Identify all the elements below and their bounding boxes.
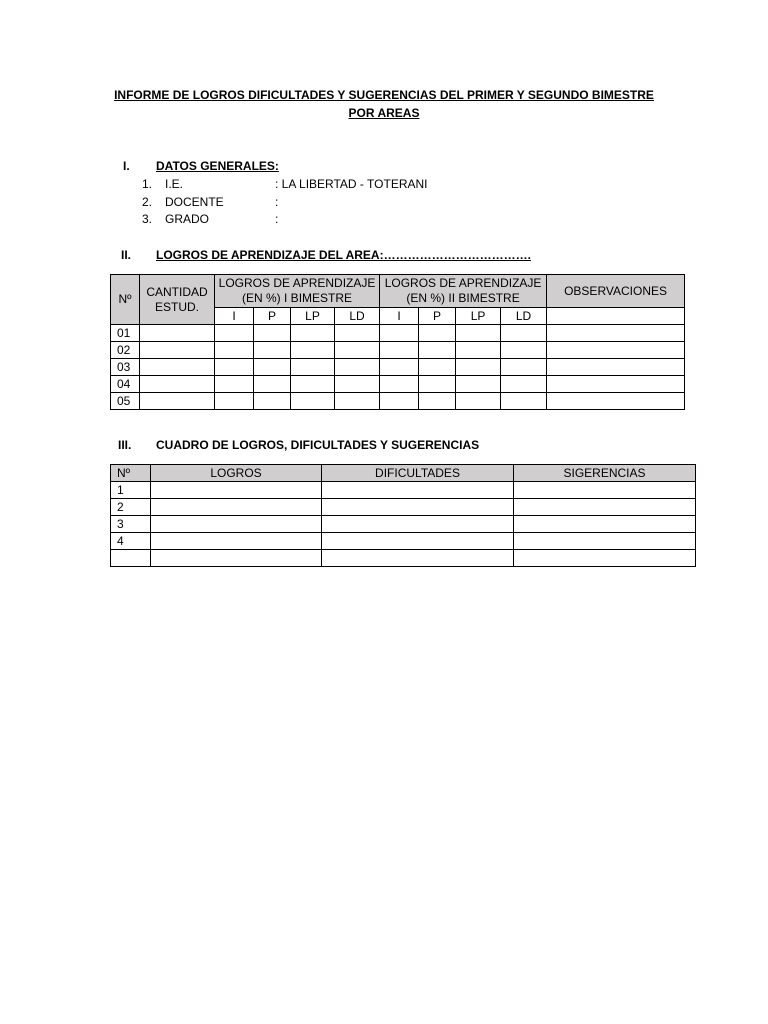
row-number: 05: [111, 393, 140, 410]
table-cell[interactable]: [151, 533, 322, 550]
table-cell[interactable]: [322, 550, 514, 567]
table-cell[interactable]: [140, 342, 215, 359]
table-cell[interactable]: [514, 533, 696, 550]
subheader-i: I: [380, 308, 419, 325]
table-row: [111, 376, 685, 393]
table-cell[interactable]: [380, 325, 419, 342]
header-dificultades: DIFICULTADES: [322, 465, 514, 482]
table-row: [111, 516, 696, 533]
table-cell[interactable]: [215, 376, 254, 393]
table-cell[interactable]: [335, 393, 380, 410]
header-bimestre-2: LOGROS DE APRENDIZAJE (EN %) II BIMESTRE: [380, 275, 547, 308]
table-cell[interactable]: [380, 393, 419, 410]
section2-title-dots: ……………………………….: [383, 248, 531, 262]
table-cell[interactable]: [215, 325, 254, 342]
table-cell[interactable]: [456, 325, 501, 342]
info-item-number: 1.: [142, 177, 153, 191]
table-cell[interactable]: [514, 516, 696, 533]
table-row: [111, 550, 696, 567]
table-cell[interactable]: [215, 359, 254, 376]
info-item-number: 3.: [142, 212, 153, 226]
cuadro-logros-table: [110, 464, 696, 567]
table-cell[interactable]: [335, 325, 380, 342]
info-item-value: :: [275, 212, 279, 226]
header-bimestre-1: LOGROS DE APRENDIZAJE (EN %) I BIMESTRE: [215, 275, 380, 308]
table-cell[interactable]: [380, 342, 419, 359]
header-numero: Nº: [111, 275, 140, 325]
table-cell[interactable]: [547, 342, 685, 359]
table-cell[interactable]: [514, 482, 696, 499]
table-cell[interactable]: [151, 516, 322, 533]
table-cell[interactable]: [291, 359, 335, 376]
row-number: 01: [111, 325, 140, 342]
table-cell[interactable]: [335, 376, 380, 393]
table-cell[interactable]: [501, 393, 547, 410]
subheader-i: I: [215, 308, 254, 325]
table-cell[interactable]: [254, 325, 291, 342]
header-numero: Nº: [111, 465, 151, 482]
table-cell[interactable]: [291, 325, 335, 342]
table-cell[interactable]: [151, 482, 322, 499]
info-item-number: 2.: [142, 195, 153, 209]
section1-title: DATOS GENERALES:: [156, 159, 279, 173]
table-cell[interactable]: [140, 376, 215, 393]
subheader-p: P: [419, 308, 456, 325]
section2-title: [156, 247, 531, 263]
subheader-ld: LD: [501, 308, 547, 325]
table-cell[interactable]: [215, 393, 254, 410]
table-cell[interactable]: [322, 499, 514, 516]
table-cell[interactable]: [456, 359, 501, 376]
table-cell[interactable]: [419, 376, 456, 393]
table-cell[interactable]: [547, 376, 685, 393]
table-cell[interactable]: [547, 393, 685, 410]
document-title: INFORME DE LOGROS DIFICULTADES Y SUGERENCIAS DEL PRIMER Y SEGUNDO BIMESTRE POR AREAS: [114, 88, 654, 120]
section2-title-text: LOGROS DE APRENDIZAJE DEL AREA:: [156, 248, 384, 262]
table-cell[interactable]: [419, 393, 456, 410]
table-cell[interactable]: [501, 325, 547, 342]
table-cell[interactable]: [140, 359, 215, 376]
table-row: [111, 342, 685, 359]
table-cell[interactable]: [547, 325, 685, 342]
table-cell[interactable]: [456, 393, 501, 410]
table-row: [111, 499, 696, 516]
header-sugerencias: SIGERENCIAS: [514, 465, 696, 482]
row-number: 03: [111, 359, 140, 376]
table-row: [111, 325, 685, 342]
table-cell[interactable]: [419, 359, 456, 376]
subheader-ld: LD: [335, 308, 380, 325]
table-cell[interactable]: [151, 499, 322, 516]
table-cell[interactable]: [140, 393, 215, 410]
row-number: 2: [111, 499, 151, 516]
info-item-label: GRADO: [165, 212, 210, 226]
table-cell[interactable]: [151, 550, 322, 567]
section3-number: III.: [118, 438, 132, 452]
table-row: [111, 359, 685, 376]
section2-number: II.: [121, 248, 132, 262]
table-row: [111, 482, 696, 499]
row-number: 3: [111, 516, 151, 533]
table-cell[interactable]: [335, 342, 380, 359]
table-cell[interactable]: [501, 342, 547, 359]
table-cell[interactable]: [547, 359, 685, 376]
info-item-label: I.E.: [165, 177, 184, 191]
section3-title: CUADRO DE LOGROS, DIFICULTADES Y SUGERENCIAS: [156, 438, 480, 452]
table-row: [111, 393, 685, 410]
section1-number: I.: [123, 159, 130, 173]
table-row: [111, 533, 696, 550]
logros-bimestre-table: [110, 274, 685, 410]
table-cell[interactable]: [291, 376, 335, 393]
subheader-p: P: [254, 308, 291, 325]
table-cell[interactable]: [254, 376, 291, 393]
table-cell[interactable]: [501, 359, 547, 376]
table-cell[interactable]: [291, 393, 335, 410]
table-cell[interactable]: [291, 342, 335, 359]
table-cell[interactable]: [322, 533, 514, 550]
subheader-lp: LP: [456, 308, 501, 325]
header-observaciones: OBSERVACIONES: [547, 275, 685, 308]
table-cell[interactable]: [419, 325, 456, 342]
info-item-label: DOCENTE: [165, 195, 224, 209]
table-cell[interactable]: [322, 482, 514, 499]
table-cell[interactable]: [254, 342, 291, 359]
row-number: 4: [111, 533, 151, 550]
table-cell[interactable]: [456, 342, 501, 359]
row-number: [111, 550, 151, 567]
row-number: 02: [111, 342, 140, 359]
header-cantidad-estud: CANTIDAD ESTUD.: [140, 275, 215, 325]
header-logros: LOGROS: [151, 465, 322, 482]
table-cell[interactable]: [140, 325, 215, 342]
table-cell[interactable]: [456, 376, 501, 393]
info-item-value: : LA LIBERTAD - TOTERANI: [275, 177, 428, 191]
row-number: 1: [111, 482, 151, 499]
table-cell[interactable]: [335, 359, 380, 376]
info-item-value: :: [275, 195, 279, 209]
row-number: 04: [111, 376, 140, 393]
table-cell[interactable]: [322, 516, 514, 533]
table-cell[interactable]: [419, 342, 456, 359]
table-cell[interactable]: [501, 376, 547, 393]
table-cell[interactable]: [514, 550, 696, 567]
table-cell[interactable]: [380, 376, 419, 393]
table-cell[interactable]: [380, 359, 419, 376]
table-cell[interactable]: [514, 499, 696, 516]
table-cell[interactable]: [215, 342, 254, 359]
subheader-observaciones-blank: [547, 308, 685, 325]
table-cell[interactable]: [254, 393, 291, 410]
table-cell[interactable]: [254, 359, 291, 376]
subheader-lp: LP: [291, 308, 335, 325]
